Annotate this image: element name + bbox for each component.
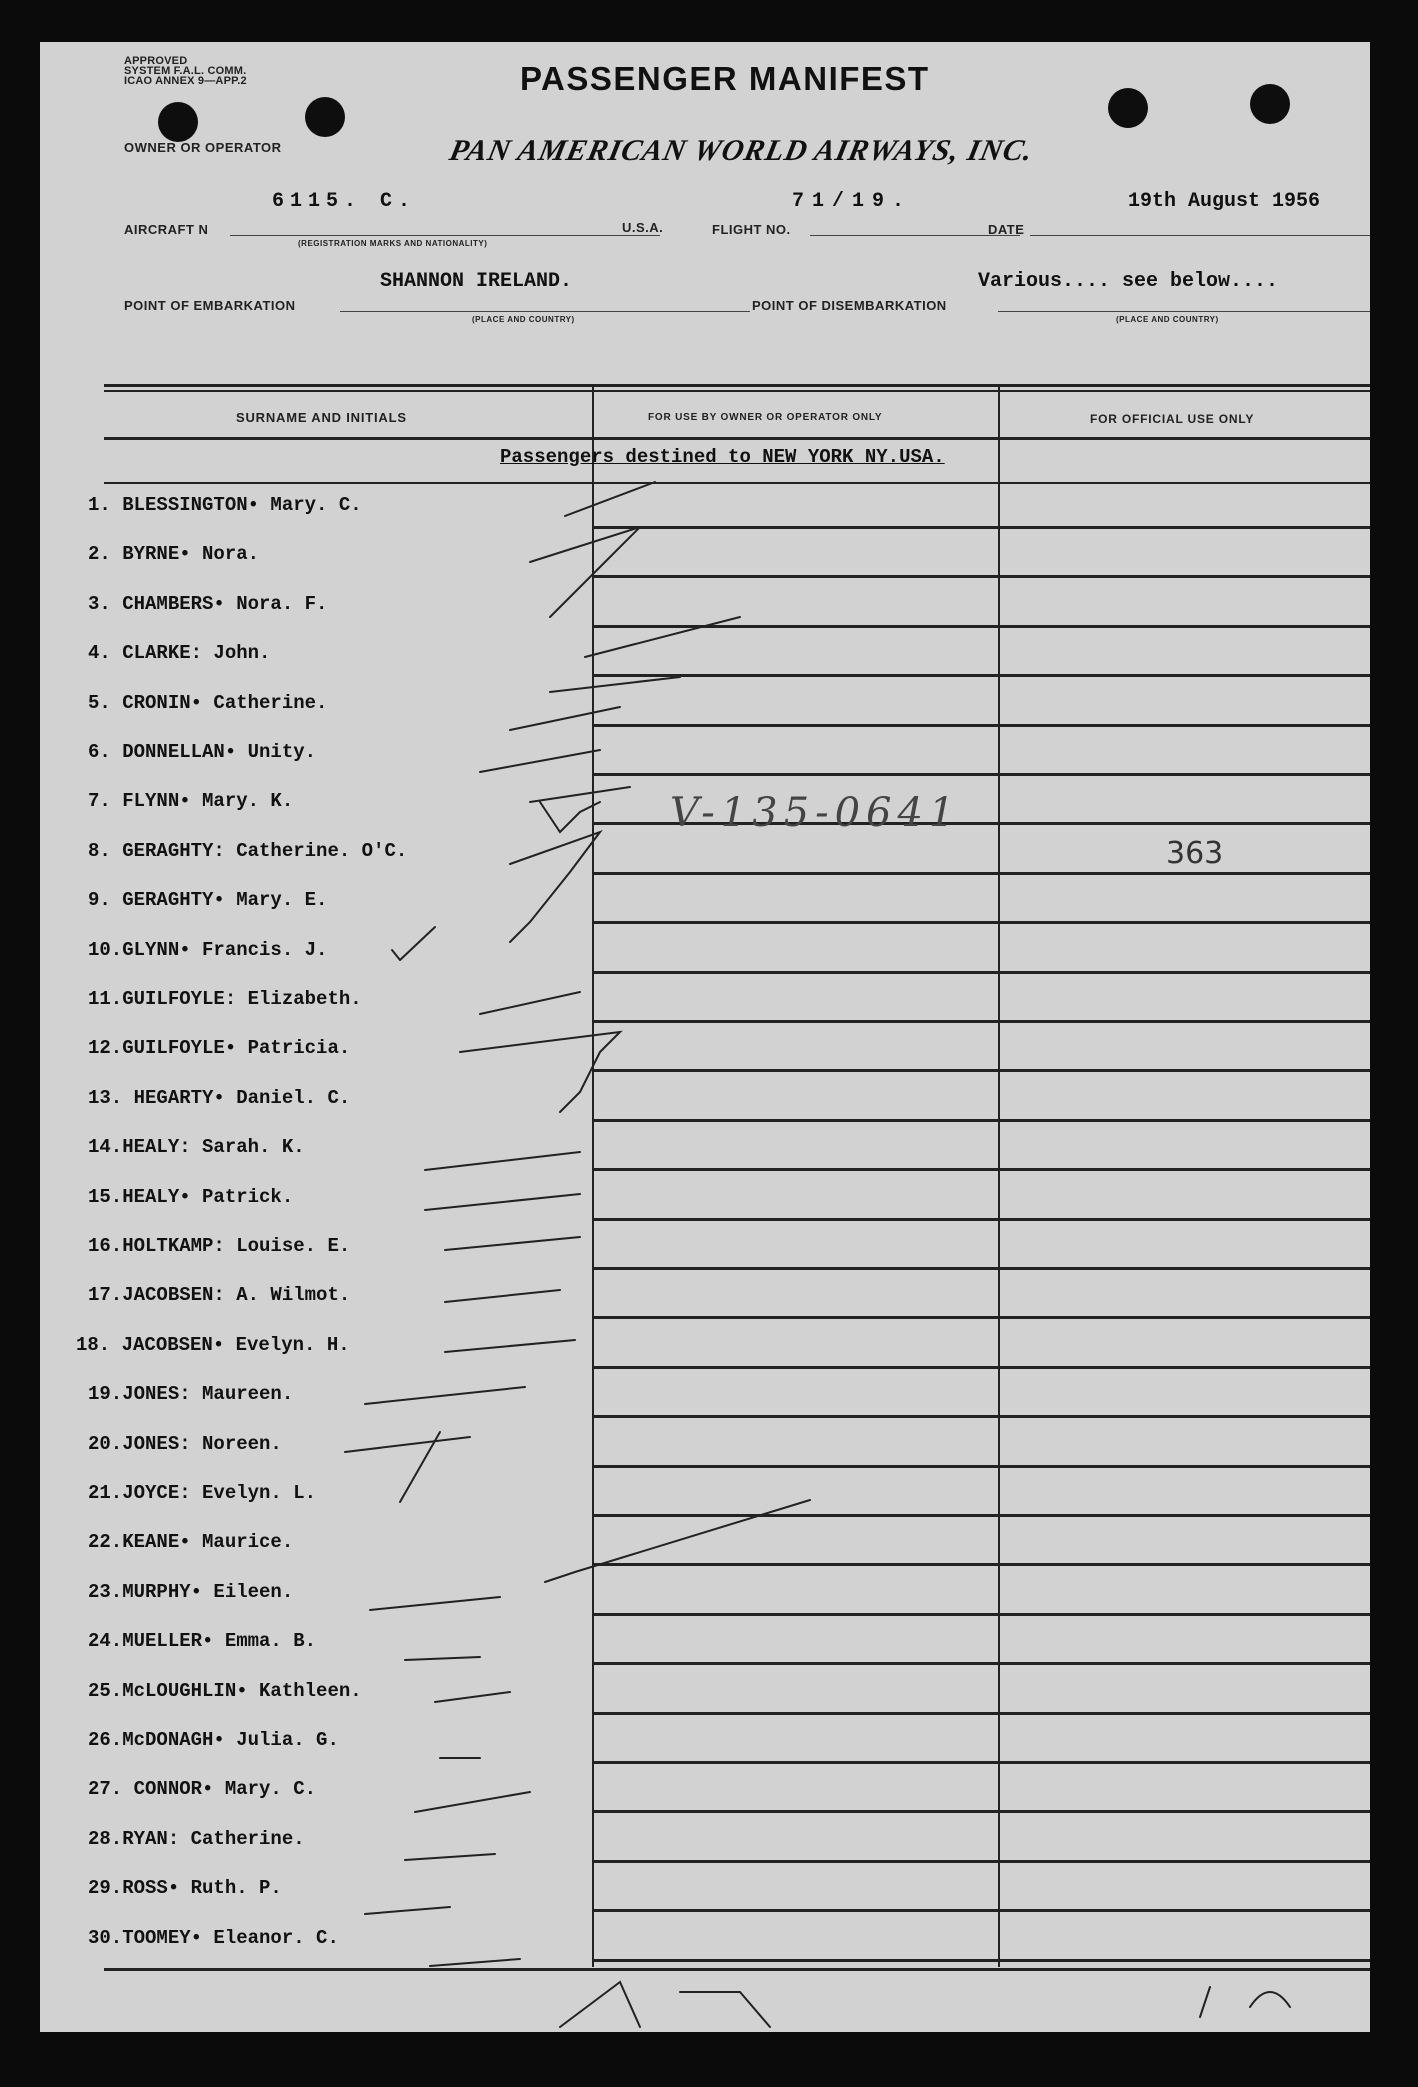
- passenger-entry: 13. HEGARTY• Daniel. C.: [88, 1086, 351, 1109]
- passenger-entry: 26.McDONAGH• Julia. G.: [88, 1729, 339, 1751]
- column-header-surname: SURNAME AND INITIALS: [236, 410, 407, 425]
- usa-label: U.S.A.: [622, 220, 664, 235]
- passenger-entry: 18. JACOBSEN• Evelyn. H.: [76, 1333, 350, 1356]
- passenger-entry: 11.GUILFOYLE: Elizabeth.: [88, 988, 362, 1010]
- passenger-entry: 21.JOYCE: Evelyn. L.: [88, 1482, 317, 1504]
- passenger-entry: 28.RYAN: Catherine.: [88, 1827, 305, 1850]
- approval-line: ICAO ANNEX 9—APP.2: [124, 75, 247, 87]
- handwritten-note: V-135-0641: [670, 790, 961, 836]
- passenger-entry: 7. FLYNN• Mary. K.: [88, 790, 294, 813]
- disembarkation-value: Various.... see below....: [978, 270, 1279, 293]
- passenger-entry: 30.TOOMEY• Eleanor. C.: [88, 1926, 339, 1949]
- passenger-entry: 9. GERAGHTY• Mary. E.: [88, 889, 328, 912]
- place-note: (PLACE AND COUNTRY): [472, 315, 575, 324]
- passenger-entry: 19.JONES: Maureen.: [88, 1383, 294, 1406]
- passenger-entry: 25.McLOUGHLIN• Kathleen.: [88, 1679, 362, 1702]
- date-label: DATE: [988, 222, 1025, 237]
- aircraft-label: AIRCRAFT N: [124, 222, 209, 237]
- manifest-page: [40, 42, 1370, 2032]
- aircraft-value: 6115. C.: [272, 190, 417, 213]
- passenger-entry: 23.MURPHY• Eileen.: [88, 1580, 294, 1603]
- passenger-entry: 10.GLYNN• Francis. J.: [88, 938, 328, 961]
- embarkation-label: POINT OF EMBARKATION: [124, 298, 296, 313]
- column-header-owner-use: FOR USE BY OWNER OR OPERATOR ONLY: [648, 412, 883, 423]
- flight-value: 71/19.: [792, 190, 913, 213]
- date-value: 19th August 1956: [1128, 190, 1321, 213]
- passenger-entry: 1. BLESSINGTON• Mary. C.: [88, 494, 362, 516]
- handwritten-check-marks: [40, 42, 1370, 2032]
- embarkation-value: SHANNON IRELAND.: [380, 270, 573, 293]
- passenger-entry: 3. CHAMBERS• Nora. F.: [88, 592, 328, 615]
- disembarkation-label: POINT OF DISEMBARKATION: [752, 298, 947, 313]
- place-note: (PLACE AND COUNTRY): [1116, 315, 1219, 324]
- section-heading: Passengers destined to NEW YORK NY.USA.: [500, 446, 945, 468]
- passenger-entry: 6. DONNELLAN• Unity.: [88, 741, 317, 763]
- passenger-entry: 14.HEALY: Sarah. K.: [88, 1136, 305, 1159]
- passenger-entry: 2. BYRNE• Nora.: [88, 543, 260, 566]
- passenger-entry: 12.GUILFOYLE• Patricia.: [88, 1037, 351, 1060]
- passenger-entry: 5. CRONIN• Catherine.: [88, 691, 328, 714]
- column-header-official-use: FOR OFFICIAL USE ONLY: [1090, 412, 1255, 426]
- page-title: PASSENGER MANIFEST: [520, 60, 930, 97]
- passenger-entry: 27. CONNOR• Mary. C.: [88, 1778, 317, 1801]
- owner-label: OWNER OR OPERATOR: [124, 140, 282, 155]
- passenger-entry: 20.JONES: Noreen.: [88, 1432, 282, 1455]
- passenger-entry: 8. GERAGHTY: Catherine. O'C.: [88, 839, 408, 862]
- registration-note: (REGISTRATION MARKS AND NATIONALITY): [298, 239, 488, 248]
- passenger-entry: 17.JACOBSEN: A. Wilmot.: [88, 1284, 351, 1307]
- airline-name: PAN AMERICAN WORLD AIRWAYS, INC.: [446, 134, 1037, 167]
- flight-label: FLIGHT NO.: [712, 222, 791, 237]
- passenger-entry: 24.MUELLER• Emma. B.: [88, 1630, 317, 1653]
- official-number: 363: [1166, 836, 1224, 871]
- passenger-entry: 29.ROSS• Ruth. P.: [88, 1877, 282, 1900]
- passenger-entry: 4. CLARKE: John.: [88, 642, 271, 665]
- passenger-entry: 16.HOLTKAMP: Louise. E.: [88, 1235, 351, 1257]
- approval-line: APPROVED: [124, 55, 188, 67]
- passenger-entry: 22.KEANE• Maurice.: [88, 1531, 294, 1554]
- passenger-entry: 15.HEALY• Patrick.: [88, 1185, 294, 1208]
- approval-line: SYSTEM F.A.L. COMM.: [124, 65, 247, 77]
